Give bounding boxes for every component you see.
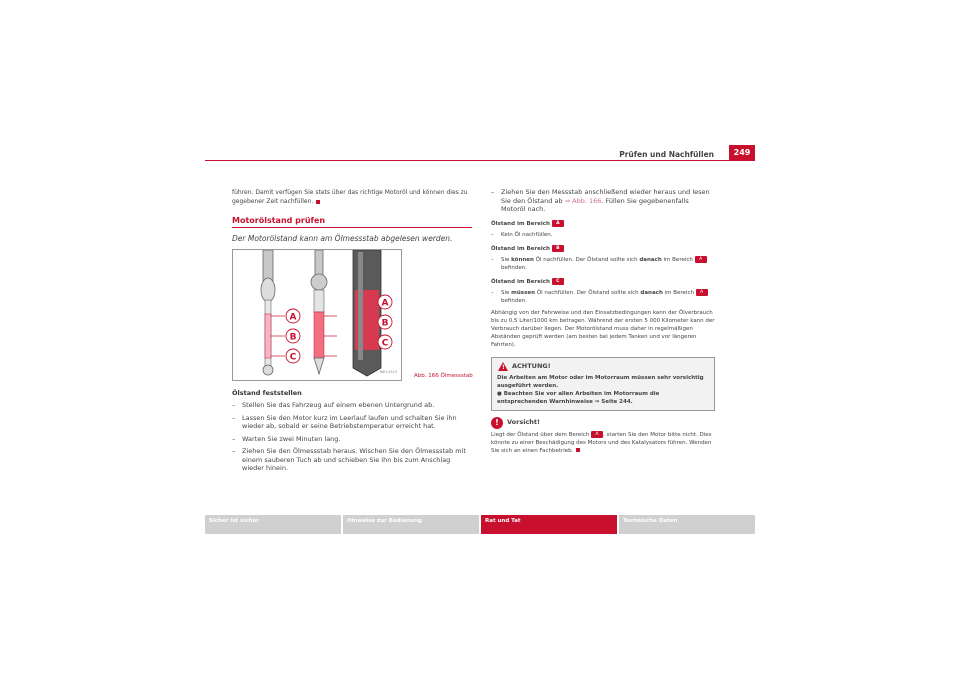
warning-line-2: ● Beachten Sie vor allen Arbeiten im Motorraum die entsprechenden Warnhinweise ⇒ Seite 244. bbox=[497, 390, 660, 405]
page-header-title: Prüfen und Nachfüllen bbox=[619, 150, 714, 159]
footer-tab-sicher[interactable]: Sicher ist sicher bbox=[205, 515, 341, 534]
badge-A: A bbox=[552, 220, 564, 227]
label-B-1: B bbox=[289, 332, 297, 343]
page-number: 249 bbox=[729, 145, 755, 161]
range-b-text: – Sie können Öl nachfüllen. Der Ölstand sollte sich danach im Bereich A befinden. bbox=[491, 256, 715, 272]
end-square-icon bbox=[576, 448, 580, 452]
right-column bbox=[491, 188, 715, 459]
badge-C: C bbox=[552, 278, 564, 285]
range-c-heading: Ölstand im Bereich C bbox=[491, 278, 715, 287]
label-A-1: A bbox=[289, 312, 297, 323]
warning-box bbox=[491, 357, 715, 411]
caution-title: Vorsicht! bbox=[507, 418, 540, 426]
range-a-text: – Kein Öl nachfüllen. bbox=[491, 231, 715, 239]
dipstick-illustration bbox=[233, 250, 401, 380]
caution-exclamation-icon: ! bbox=[491, 417, 503, 429]
footer-tab-hinweise[interactable]: Hinweise zur Bedienung bbox=[343, 515, 479, 534]
figure-code: B6H-0323 bbox=[379, 370, 397, 374]
step-1: – Stellen Sie das Fahrzeug auf einem ebenen Untergrund ab. bbox=[232, 401, 472, 410]
label-A-3: A bbox=[381, 298, 389, 309]
step-3: – Warten Sie zwei Minuten lang. bbox=[232, 435, 472, 444]
step-4: – Ziehen Sie den Ölmessstab heraus. Wischen Sie den Ölmessstab mit einem sauberen Tuch ab und schieben Sie ihn bis zum Anschlag wieder hinein. bbox=[232, 447, 472, 473]
range-c-text: – Sie müssen Öl nachfüllen. Der Ölstand sollte sich danach im Bereich A befinden. bbox=[491, 289, 715, 305]
step-2: – Lassen Sie den Motor kurz im Leerlauf laufen und schalten Sie ihn wieder ab, sobald er seine Betriebstemperatur erreicht hat. bbox=[232, 414, 472, 431]
section-rule bbox=[232, 227, 472, 228]
section-title: Motorölstand prüfen bbox=[232, 216, 326, 225]
intro-paragraph: führen. Damit verfügen Sie stets über das richtige Motoröl und können dies zu gegebener Zeit nachfüllen. bbox=[232, 189, 468, 205]
section-subtitle: Der Motorölstand kann am Ölmessstab abgelesen werden. bbox=[232, 234, 453, 243]
step-5: – Ziehen Sie den Messstab anschließend wieder heraus und lesen Sie den Ölstand ab ⇒ Abb. 166. Füllen Sie gegebenenfalls Motoröl nach. bbox=[491, 188, 715, 214]
badge-A: A bbox=[696, 289, 708, 296]
left-column bbox=[232, 188, 472, 477]
range-b-heading: Ölstand im Bereich B bbox=[491, 245, 715, 254]
footer-nav bbox=[205, 515, 755, 534]
header-rule bbox=[205, 160, 755, 161]
warning-header bbox=[497, 362, 709, 371]
label-C-1: C bbox=[289, 352, 297, 363]
end-square-icon bbox=[316, 200, 320, 204]
warning-title: ACHTUNG! bbox=[512, 361, 551, 370]
figure-reference-link[interactable]: ⇒ Abb. 166 bbox=[564, 196, 602, 205]
warning-line-1: Die Arbeiten am Motor oder im Motorraum müssen sehr vorsichtig ausgeführt werden. bbox=[497, 374, 704, 389]
check-heading: Ölstand feststellen bbox=[232, 389, 302, 397]
badge-A: A bbox=[591, 431, 603, 438]
figure-caption: Abb. 166 Ölmessstab bbox=[414, 373, 473, 379]
warning-triangle-icon bbox=[498, 362, 508, 371]
caution-paragraph: Liegt der Ölstand über dem Bereich A , starten Sie den Motor bitte nicht. Dies könnte zu einer Beschädigung des Motors und des Katalysators führen. Wenden Sie sich an einen Fachbetrieb. bbox=[491, 431, 712, 454]
consumption-paragraph: Abhängig von der Fahrweise und den Einsatzbedingungen kann der Ölverbrauch bis zu 0,5 Liter/1000 km betragen. Während der ersten 5 000 Kilometer kann der Verbrauch darüber liegen. Der Motorölstand muss daher in regelmäßigen Abständen geprüft werden (am besten bei jedem Tanken und vor längeren Fahrten). bbox=[491, 309, 715, 348]
label-C-3: C bbox=[381, 338, 389, 349]
badge-B: B bbox=[552, 245, 564, 252]
footer-tab-rat-und-tat[interactable]: Rat und Tat bbox=[481, 515, 617, 534]
range-a-heading: Ölstand im Bereich A bbox=[491, 220, 715, 229]
footer-tab-technische-daten[interactable]: Technische Daten bbox=[619, 515, 755, 534]
dipstick-figure bbox=[232, 249, 402, 381]
badge-A: A bbox=[695, 256, 707, 263]
caution-header bbox=[491, 417, 715, 429]
label-B-3: B bbox=[381, 318, 389, 329]
